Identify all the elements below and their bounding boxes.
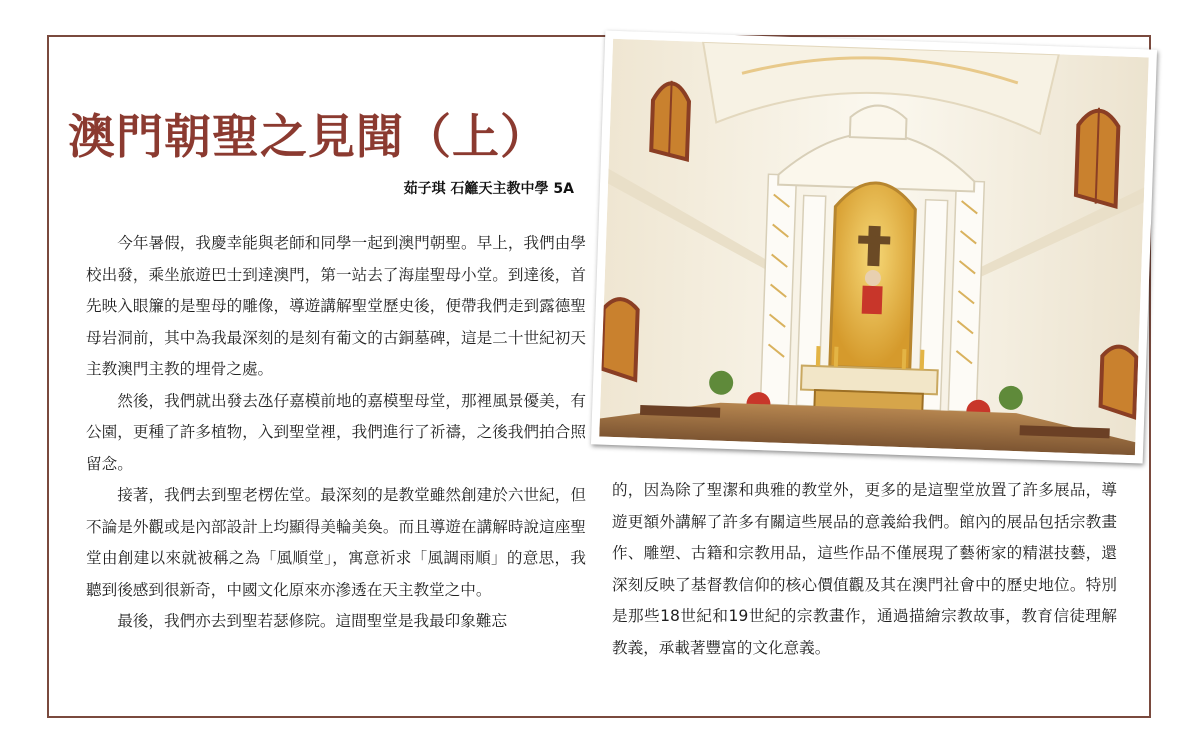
paragraph-2: 然後，我們就出發去氹仔嘉模前地的嘉模聖母堂，那裡風景優美，有公園，更種了許多植物，入到聖堂裡，我們進行了祈禱，之後我們拍合照留念。 xyxy=(86,391,586,473)
paragraph-4: 最後，我們亦去到聖若瑟修院。這間聖堂是我最印象難忘 xyxy=(117,612,508,630)
window-right xyxy=(1076,107,1119,206)
paragraph-3: 接著，我們去到聖老楞佐堂。最深刻的是教堂雖然創建於六世紀，但不論是外觀或是內部設計上均顯得美輪美奐。而且導遊在講解時說這座聖堂由創建以來就被稱之為「風順堂」，寓意祈求「風調雨順」的意思，我聽到後感到很新奇，中國文化原來亦滲透在天主教堂之中。 xyxy=(86,486,586,599)
article-body-right xyxy=(612,475,1117,664)
window-left xyxy=(651,80,690,159)
article-body-left xyxy=(86,228,586,638)
paragraph-1: 今年暑假，我慶幸能與老師和同學一起到澳門朝聖。早上，我們由學校出發，乘坐旅遊巴士到達澳門，第一站去了海崖聖母小堂。到達後，首先映入眼簾的是聖母的雕像，導遊講解聖堂歷史後，便帶我們走到露德聖母岩洞前，其中為我最深刻的是刻有葡文的古銅墓碑，這是二十世紀初天主教澳門主教的埋骨之處。 xyxy=(86,234,586,378)
article-title: 澳門朝聖之見聞（上） xyxy=(68,110,548,165)
church-interior-photo-icon xyxy=(599,39,1149,455)
church-photo xyxy=(591,30,1157,463)
paragraph-4-continued: 的，因為除了聖潔和典雅的教堂外，更多的是這聖堂放置了許多展品，導遊更額外講解了許多有關這些展品的意義給我們。館內的展品包括宗教畫作、雕塑、古籍和宗教用品，這些作品不僅展現了藝術家的精湛技藝，還深刻反映了基督教信仰的核心價值觀及其在澳門社會中的歷史地位。特別是那些18世紀和19世紀的宗教畫作，通過描繪宗教故事，教育信徒理解教義，承載著豐富的文化意義。 xyxy=(612,481,1117,657)
article-byline: 茹子琪 石籬天主教中學 5A xyxy=(403,181,574,197)
